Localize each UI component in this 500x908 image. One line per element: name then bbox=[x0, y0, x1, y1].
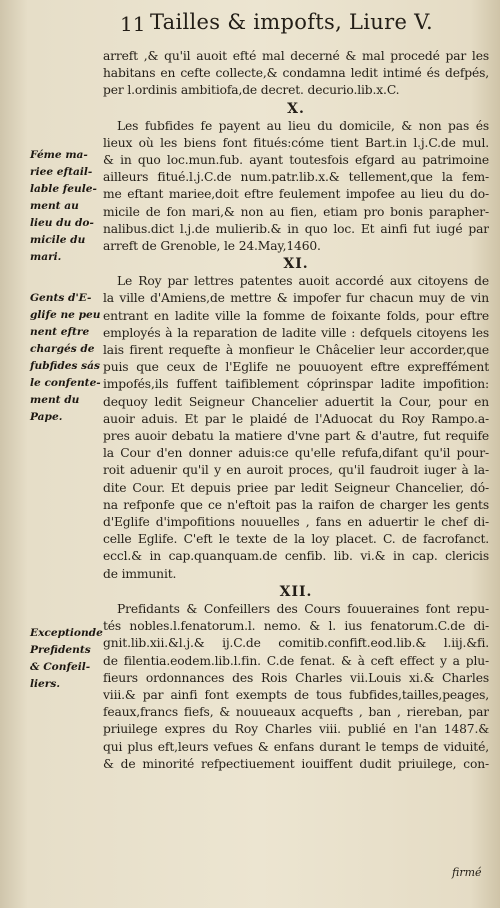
margin-note-line: ment au bbox=[30, 200, 79, 212]
text-line: Les fubfides fe payent au lieu du domicile, & non pas és bbox=[117, 118, 489, 133]
margin-note-line: chargés de bbox=[30, 343, 95, 355]
text-line: fieurs ordonnances des Rois Charles vii.Louis xi.& Charles bbox=[103, 670, 489, 685]
margin-note-line: Pape. bbox=[30, 411, 63, 423]
text-line: dequoy ledit Seigneur Chancelier aduertit la Cour, pour en bbox=[103, 394, 489, 409]
text-line: micile de fon mari,& non au fien, etiam pro bonis parapher- bbox=[103, 204, 489, 219]
text-line: dite Cour. Et depuis priee par ledit Seigneur Chancelier, dó- bbox=[103, 480, 489, 495]
margin-note-line: Féme ma- bbox=[30, 149, 88, 161]
running-head: Tailles & impofts, Liure V. bbox=[150, 10, 433, 34]
text-line: priuilege expres du Roy Charles viii. publié en l'an 1487.& bbox=[103, 722, 489, 737]
margin-note-line: nent eftre bbox=[30, 326, 90, 338]
text-line: ailleurs fitué.l.j.C.de num.patr.lib.x.& tellement,que la fem- bbox=[103, 170, 489, 185]
margin-note-line: ment du bbox=[30, 394, 80, 406]
margin-note-line: Gents d'E- bbox=[30, 292, 92, 304]
text-line: & in quo loc.mun.fub. ayant toutesfois efgard au patrimoine bbox=[103, 153, 489, 168]
text-line: roit aduenir qu'il y en auroit proces, qu'il faudroit iuger à la- bbox=[103, 463, 489, 478]
text-line: Le Roy par lettres patentes auoit accordé aux citoyens de bbox=[117, 274, 489, 289]
text-line: na refponfe que ce n'eftoit pas la raifon de charger les gents bbox=[103, 497, 489, 512]
text-line: arreft de Grenoble, le 24.May,1460. bbox=[103, 239, 321, 254]
text-line: de filentia.eodem.lib.l.fin. C.de fenat. & à ceft effect y a plu- bbox=[103, 653, 489, 668]
margin-note-line: Prefidents bbox=[30, 644, 91, 656]
margin-note-line: fubfides sás bbox=[30, 360, 100, 372]
section-number: X. bbox=[287, 100, 305, 117]
text-line: auoir aduis. Et par le plaidé de l'Aduocat du Roy Rampo.a- bbox=[103, 411, 489, 426]
margin-note-line: lable feule- bbox=[30, 183, 97, 195]
margin-note-gents bbox=[30, 290, 100, 426]
text-line: impofés,ils fuffent taifiblement cóprinspar ladite impofition: bbox=[103, 377, 489, 392]
margin-note-line: riee eftail- bbox=[30, 166, 93, 178]
section-number: XI. bbox=[283, 256, 309, 273]
text-line: la ville d'Amiens,de mettre & impofer fur chacun muy de vin bbox=[103, 291, 489, 306]
text-line: eccl.& in cap.quanquam.de cenfib. lib. vi.& in cap. clericis bbox=[103, 549, 489, 564]
section-number: XII. bbox=[279, 583, 313, 600]
page-header bbox=[120, 6, 490, 42]
margin-note-line: Exceptionde bbox=[30, 627, 103, 639]
margin-note-exception bbox=[30, 625, 103, 693]
margin-note-line: & Confeil- bbox=[30, 661, 91, 673]
margin-note-line: mari. bbox=[30, 251, 62, 263]
text-line: gnit.lib.xii.&l.j.& ij.C.de comitib.confift.eod.lib.& l.iij.&fi. bbox=[103, 636, 489, 651]
margin-note-line: liers. bbox=[30, 678, 61, 690]
catchword: firmé bbox=[452, 866, 482, 879]
text-line: habitans en cefte collecte,& condamna ledit intimé és defpés, bbox=[103, 66, 489, 81]
text-line: nalibus.dict l.j.de mulierib.& in quo loc. Et ainfi fut iugé par bbox=[103, 221, 489, 236]
text-line: tés nobles.l.fenatorum.l. nemo. & l. ius fenatorum.C.de di- bbox=[103, 619, 489, 634]
text-line: lieux où les biens font fitués:cóme tient Bart.in l.j.C.de mul. bbox=[103, 135, 489, 150]
text-line: employés à la reparation de ladite ville : defquels citoyens les bbox=[103, 325, 489, 340]
text-line: me eftant mariee,doit eftre feulement impofee au lieu du do- bbox=[103, 187, 489, 202]
text-line: Prefidants & Confeillers des Cours fouueraines font repu- bbox=[117, 601, 489, 616]
text-line: qui plus eft,leurs vefues & enfans durant le temps de viduité, bbox=[103, 739, 489, 754]
text-line: pres auoir debatu la matiere d'vne part & d'autre, fut requife bbox=[103, 429, 489, 444]
margin-note-line: glife ne peu bbox=[30, 309, 101, 321]
text-line: lais firent requefte à monfieur le Châcelier leur accorder,que bbox=[103, 343, 489, 358]
text-line: d'Eglife d'impofitions nouuelles , fans en aduertir le chef di- bbox=[103, 515, 489, 530]
text-line: celle Eglife. C'eft le texte de la loy placet. C. de facrofanct. bbox=[103, 532, 489, 547]
page-body bbox=[103, 48, 489, 773]
margin-note-femme bbox=[30, 147, 100, 266]
text-line: viii.& par ainfi font exempts de tous fubfides,tailles,peages, bbox=[103, 687, 489, 702]
text-line: entrant en ladite ville la fomme de foixante folds, pour eftre bbox=[103, 308, 489, 323]
folio-number: 11 bbox=[120, 12, 146, 36]
text-line: & de minorité refpectiuement iouiffent dudit priuilege, con- bbox=[103, 756, 489, 771]
text-line: feaux,francs fiefs, & nouueaux acquefts , ban , riereban, par bbox=[103, 705, 489, 720]
text-line: de immunit. bbox=[103, 566, 177, 581]
margin-note-line: lieu du do- bbox=[30, 217, 94, 229]
margin-note-line: micile du bbox=[30, 234, 86, 246]
text-line: arreft ,& qu'il auoit efté mal decerné & mal procedé par les bbox=[103, 49, 489, 63]
text-line: per l.ordinis ambitiofa,de decret. decurio.lib.x.C. bbox=[103, 83, 400, 98]
text-line: puis que ceux de l'Eglife ne pouuoyent eftre expreffément bbox=[103, 360, 489, 375]
margin-note-line: le confente- bbox=[30, 377, 101, 389]
text-line: la Cour d'en donner aduis:ce qu'elle refufa,difant qu'il pour- bbox=[103, 446, 489, 461]
